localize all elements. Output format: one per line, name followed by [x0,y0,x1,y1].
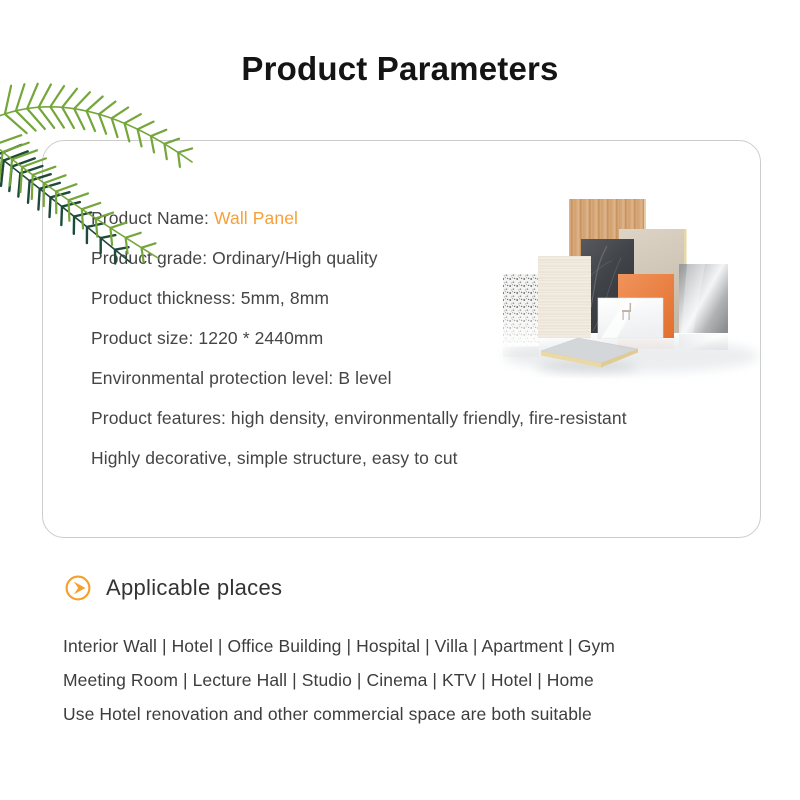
product-name-value: Wall Panel [214,207,299,228]
applicable-places-heading: Applicable places [106,575,283,600]
places-line: Use Hotel renovation and other commercial space are both suitable [63,704,592,724]
panel-cream-striped [538,256,591,338]
places-line: Interior Wall | Hotel | Office Building | Hospital | Villa | Apartment | Gym [63,636,615,656]
product-parameters-card [42,140,761,538]
places-line: Meeting Room | Lecture Hall | Studio | Cinema | KTV | Hotel | Home [63,670,594,690]
panel-silver-mirror [679,264,728,333]
spec-line: Product grade: Ordinary/High quality [91,247,378,268]
applicable-places-text [63,629,615,731]
spec-line: Environmental protection level: B level [91,367,392,388]
spec-line: Product thickness: 5mm, 8mm [91,287,330,308]
panel-glossy-white [598,298,663,338]
arrow-circle-icon [64,574,92,602]
spec-line: Highly decorative, simple structure, easy to cut [91,447,458,468]
spec-label: Product Name: [91,207,210,228]
applicable-places-heading-row [64,574,282,602]
spec-line: Product size: 1220 * 2440mm [91,327,324,348]
product-panels-image [481,186,771,401]
spec-line: Product features: high density, environmentally friendly, fire-resistant [91,407,627,428]
panel-speckled [503,274,539,346]
page-title: Product Parameters [241,50,559,87]
